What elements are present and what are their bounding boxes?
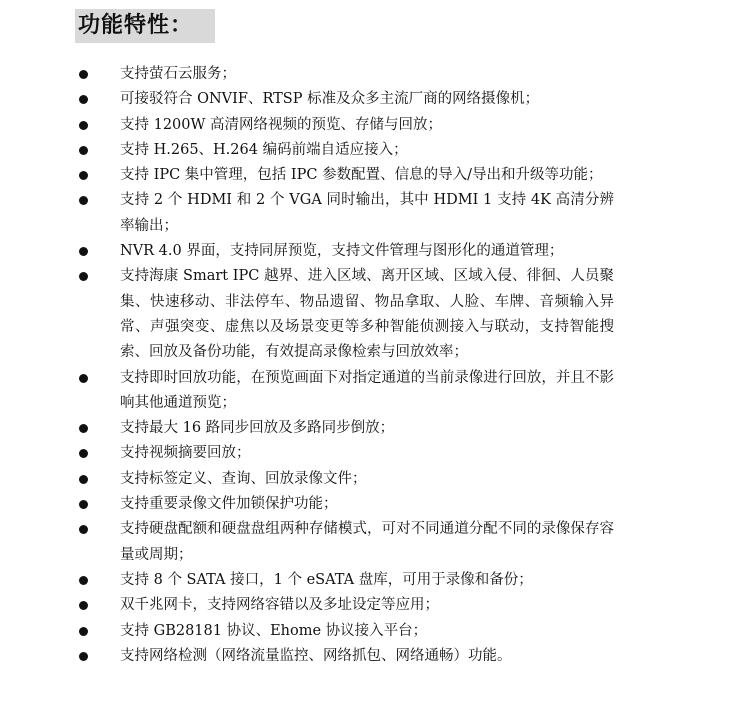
feature-text: 支持 H.265、H.264 编码前端自适应接入； [120, 141, 408, 158]
list-item [0, 366, 614, 417]
bullet-icon [79, 121, 88, 130]
feature-text: 可接驳符合 ONVIF、RTSP 标准及众多主流厂商的网络摄像机； [120, 91, 540, 108]
list-item [0, 593, 614, 618]
bullet-icon [79, 475, 88, 484]
bullet-icon [79, 272, 88, 281]
feature-text: 支持 IPC 集中管理，包括 IPC 参数配置、信息的导入/导出和升级等功能； [120, 167, 603, 184]
list-item [0, 87, 614, 112]
list-item [0, 416, 614, 441]
bullet-icon [79, 247, 88, 256]
bullet-icon [79, 627, 88, 636]
list-item [0, 644, 614, 669]
list-item [0, 264, 614, 365]
list-item [0, 619, 614, 644]
bullet-icon [79, 171, 88, 180]
feature-text: 支持萤石云服务； [120, 66, 236, 82]
feature-text: 支持硬盘配额和硬盘盘组两种存储模式，可对不同通道分配不同的录像保存容量或周期； [120, 521, 614, 563]
bullet-icon [79, 652, 88, 661]
bullet-icon [79, 525, 88, 534]
bullet-icon [79, 146, 88, 155]
feature-text: 支持最大 16 路同步回放及多路同步倒放； [120, 420, 395, 437]
feature-text: 支持 1200W 高清网络视频的预览、存储与回放； [120, 116, 443, 133]
list-item [0, 62, 614, 87]
list-item [0, 138, 614, 163]
feature-text: 支持视频摘要回放； [120, 445, 251, 462]
list-item [0, 239, 614, 264]
feature-text: 支持即时回放功能，在预览画面下对指定通道的当前录像进行回放，并且不影响其他通道预览； [120, 369, 614, 411]
feature-text: 支持海康 Smart IPC 越界、进入区域、离开区域、区域入侵、徘徊、人员聚集、快速移动、非法停车、物品遗留、物品拿取、人脸、车牌、音频输入异常、声强突变、虚焦以及场景变更等多种智能侦测接入与联动，支持智能搜索、回放及备份功能，有效提高录像检索与回放效率； [120, 268, 614, 361]
section-heading: 功能特性： [75, 9, 215, 43]
list-item [0, 441, 614, 466]
list-item [0, 188, 614, 239]
list-item [0, 517, 614, 568]
feature-text: 支持 GB28181 协议、Ehome 协议接入平台； [120, 622, 428, 639]
list-item [0, 467, 614, 492]
feature-text: 支持 2 个 HDMI 和 2 个 VGA 同时输出，其中 HDMI 1 支持 4K 高清分辨率输出； [120, 192, 614, 234]
list-item [0, 568, 614, 593]
feature-text: NVR 4.0 界面，支持同屏预览，支持文件管理与图形化的通道管理； [120, 243, 564, 260]
list-item [0, 163, 614, 188]
feature-text: 支持重要录像文件加锁保护功能； [120, 496, 338, 513]
feature-text: 支持标签定义、查询、回放录像文件； [120, 470, 367, 487]
feature-list [0, 62, 750, 669]
list-item [0, 492, 614, 517]
bullet-icon [79, 70, 88, 79]
list-item [0, 113, 614, 138]
bullet-icon [79, 196, 88, 205]
bullet-icon [79, 500, 88, 509]
feature-text: 支持 8 个 SATA 接口，1 个 eSATA 盘库，可用于录像和备份； [120, 571, 533, 588]
bullet-icon [79, 449, 88, 458]
feature-text: 支持网络检测（网络流量监控、网络抓包、网络通畅）功能。 [120, 647, 512, 664]
bullet-icon [79, 424, 88, 433]
bullet-icon [79, 95, 88, 104]
bullet-icon [79, 374, 88, 383]
bullet-icon [79, 576, 88, 585]
bullet-icon [79, 601, 88, 610]
feature-text: 双千兆网卡，支持网络容错以及多址设定等应用； [120, 597, 439, 614]
